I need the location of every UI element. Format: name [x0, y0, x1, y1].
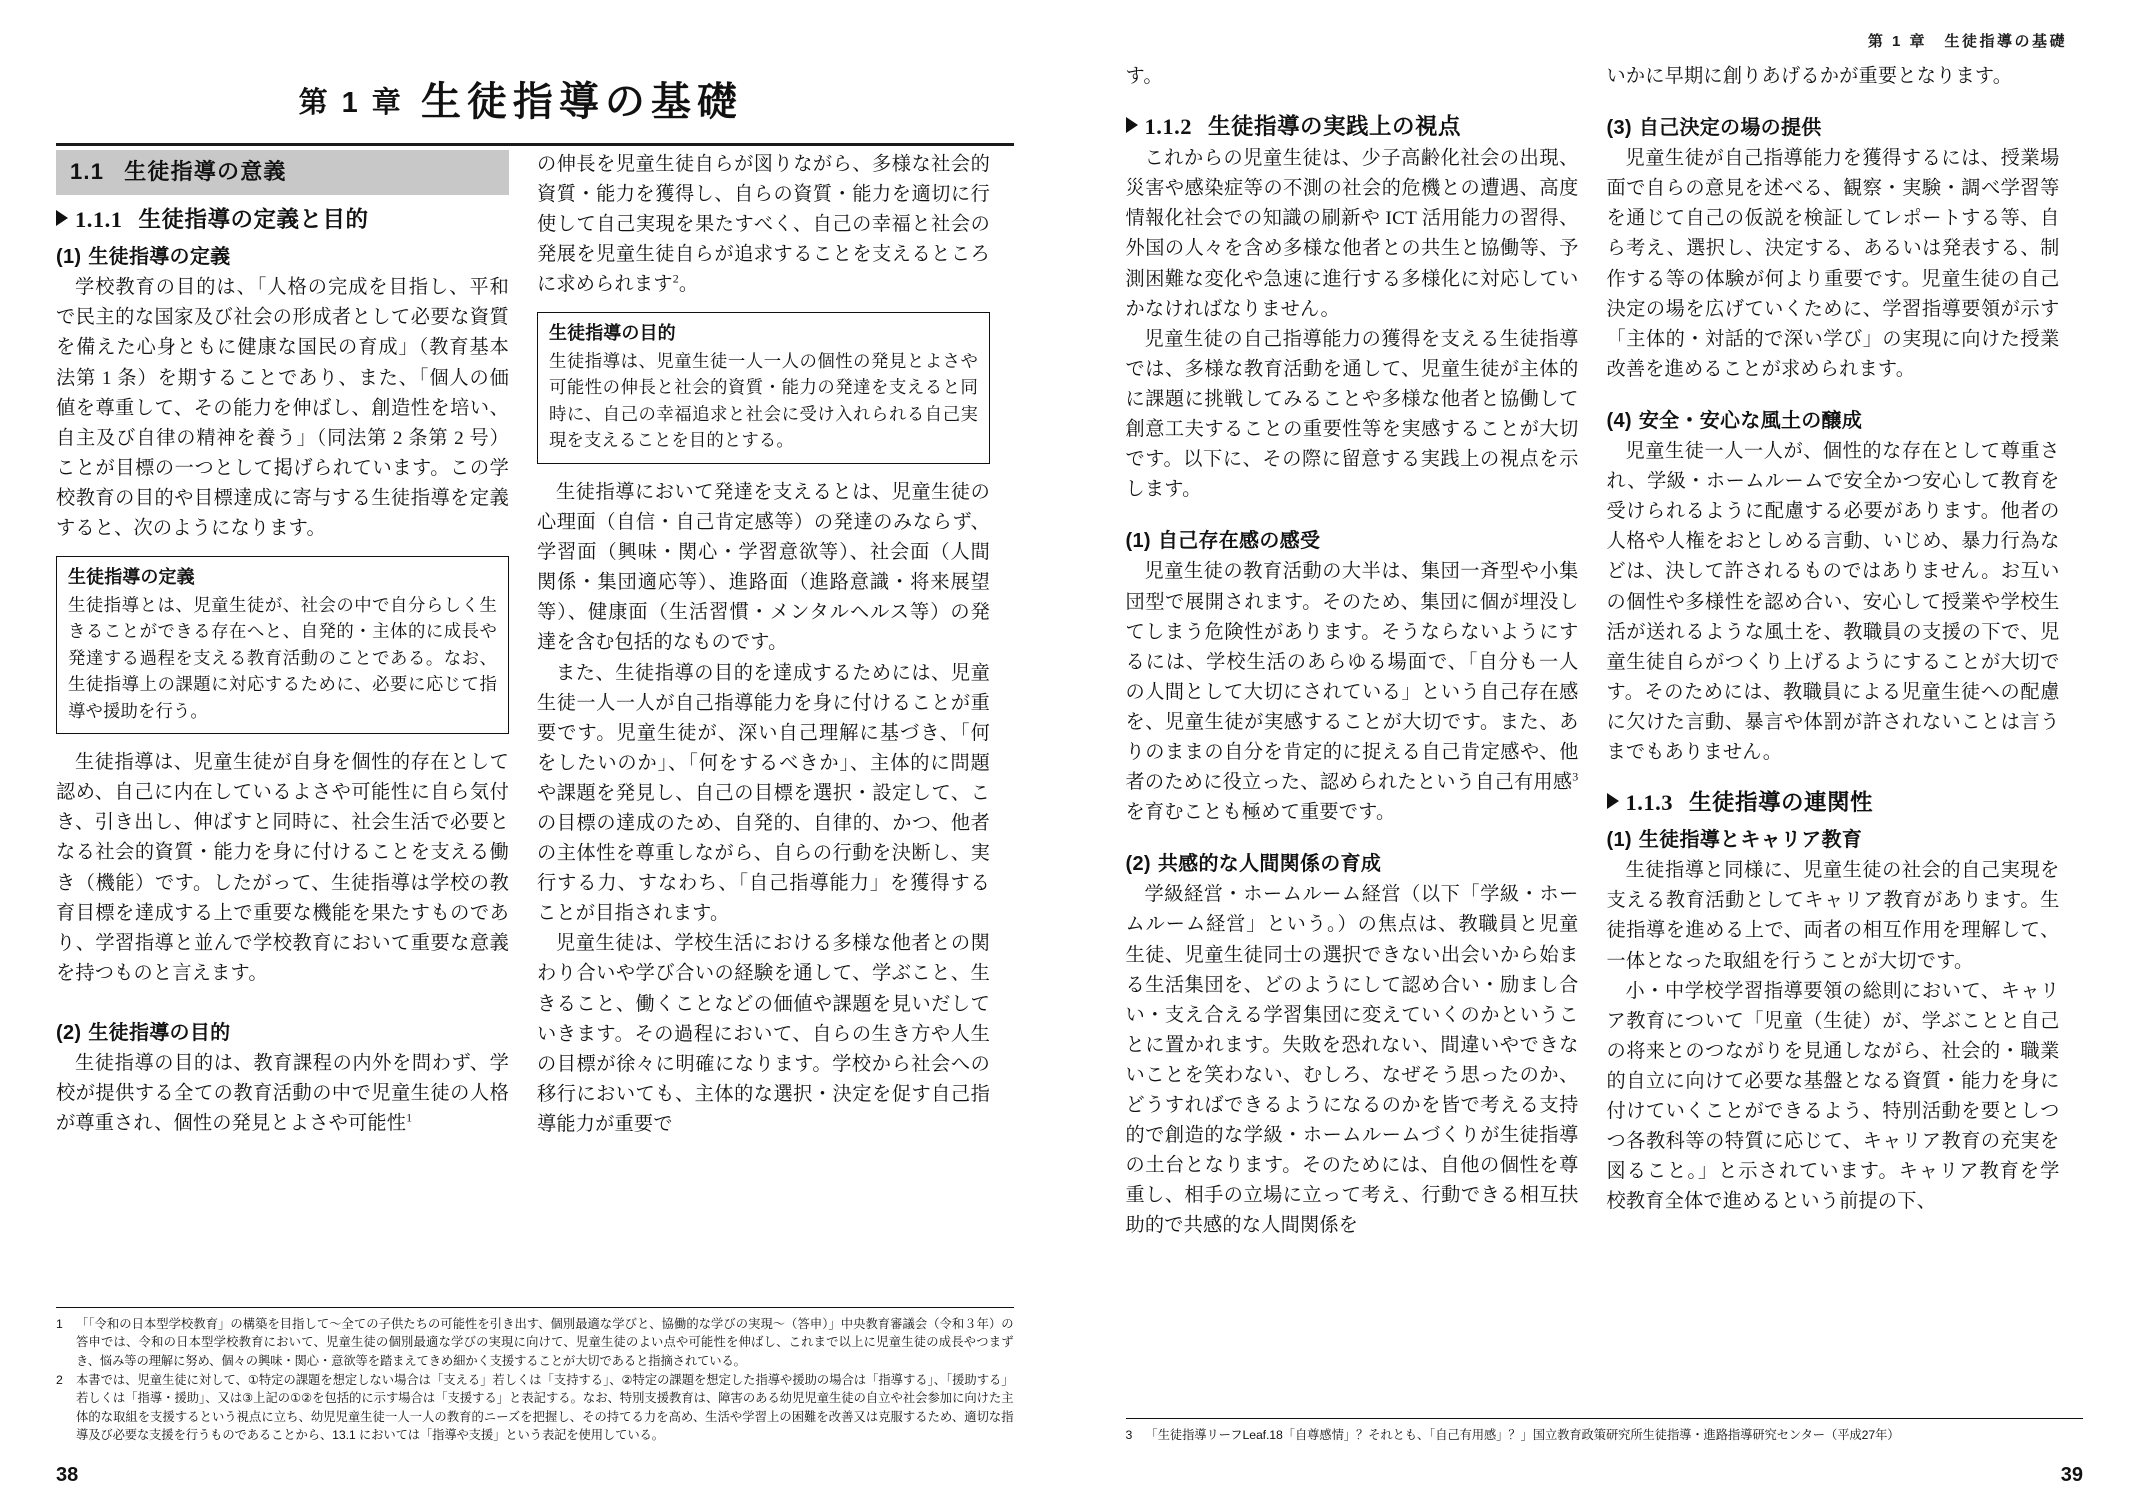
- spacer: [1607, 768, 2060, 782]
- paragraph-9-text-b: を育むことも極めて重要です。: [1125, 802, 1396, 824]
- paragraph-4: 生徒指導において発達を支えるとは、児童生徒の心理面（自信・自己肯定感等）の発達のみならず、学習面（興味・関心・学習意欲等）、社会面（人間関係・集団適応等）、進路面（進路意識・将来展望等）、健康面（生活習慣・メンタルヘルス等）の発達を含む包括的なものです。: [537, 481, 990, 654]
- heading-1-1-2-number: 1.1.2: [1144, 114, 1192, 140]
- footnote-item: [56, 1315, 1014, 1371]
- callout-definition: [56, 556, 509, 734]
- spacer: [1126, 505, 1579, 519]
- section-label: 生徒指導の意義: [124, 159, 287, 184]
- heading-1-1-1-number: 1.1.1: [75, 207, 123, 233]
- paragraph-10: 学級経営・ホームルーム経営（以下「学級・ホームルーム経営」という。）の焦点は、教職員と児童生徒、児童生徒同士の選択できない出会いから始まる生活集団を、どのようにして認め合い・励まし合い・支え合える学習集団に変えていくのかということに置かれます。失敗を恐れない、間違いやできないことを笑わない、むしろ、なぜそう思ったのか、どうすればできるようになるのかを皆で考える支持的で創造的な学級・ホームルームづくりが生徒指導の土台となります。そのためには、自他の個性を尊重し、相手の立場に立って考え、行動できる相互扶助的で共感的な人間関係を: [1125, 884, 1579, 1237]
- paragraph-6-continued: す。: [1125, 66, 1163, 87]
- heading-purpose-2-number: (2): [56, 1021, 82, 1044]
- paragraph-3-part-b: [537, 150, 990, 300]
- heading-empathy-2: [1126, 849, 1579, 879]
- paragraph-9: [1126, 557, 1579, 828]
- chapter-name: 生徒指導の基礎: [420, 80, 743, 124]
- left-footnotes: [56, 1307, 1014, 1445]
- paragraph-13: 生徒指導と同様に、児童生徒の社会的自己実現を支える教育活動としてキャリア教育があります。生徒指導を進める上で、両者の相互作用を理解して、一体となった取組を行うことが大切です。: [1606, 860, 2060, 972]
- heading-purpose-2: [56, 1018, 509, 1048]
- column-3: [1126, 62, 1579, 1389]
- heading-career-1-number: (1): [1606, 829, 1632, 852]
- footnote-rule: [1126, 1418, 2084, 1419]
- heading-1-1-3-number: 1.1.3: [1625, 790, 1673, 816]
- paragraph-8: 児童生徒の自己指導能力の獲得を支える生徒指導では、多様な教育活動を通して、児童生徒が主体的に課題に挑戦してみることや多様な他者と協働して創意工夫することの重要性等を実感することが大切です。以下に、その際に留意する実践上の視点を示します。: [1125, 328, 1579, 501]
- column-1: [56, 150, 509, 1389]
- footnote-ref-3: 3: [1572, 769, 1579, 784]
- heading-empathy-2-label: 共感的な人間関係の育成: [1157, 853, 1382, 876]
- triangle-bullet-icon: [1607, 793, 1619, 809]
- footnote-ref-2: 2: [672, 271, 679, 286]
- heading-1-1-3-label: 生徒指導の連関性: [1689, 790, 1874, 816]
- triangle-bullet-icon: [1126, 117, 1138, 133]
- heading-safety-4-label: 安全・安心な風土の醸成: [1638, 409, 1863, 432]
- callout-definition-body: 生徒指導とは、児童生徒が、社会の中で自分らしく生きることができる存在へと、自発的・主体的に成長や発達する過程を支える教育活動のことである。なお、生徒指導上の課題に対応するために、必要に応じて指導や援助を行う。: [68, 594, 497, 721]
- column-4: [1607, 62, 2060, 1389]
- left-page-columns: [56, 150, 1014, 1389]
- footnote-number: 1: [56, 1316, 63, 1331]
- right-page-columns: [1126, 62, 2084, 1389]
- heading-def-1-number: (1): [56, 246, 82, 269]
- heading-safety-4-number: (4): [1606, 409, 1632, 432]
- heading-self-decision-3-label: 自己決定の場の提供: [1638, 117, 1822, 140]
- folio-right: 39: [2060, 1464, 2083, 1486]
- heading-safety-4: [1607, 406, 2060, 436]
- spacer: [1607, 385, 2060, 399]
- heading-empathy-2-number: (2): [1125, 853, 1151, 876]
- spacer: [1126, 92, 1579, 106]
- callout-purpose-title: 生徒指導の目的: [549, 323, 676, 344]
- paragraph-3-text-b: の伸長を児童生徒自らが図りながら、多様な社会的資質・能力を獲得し、自らの資質・能力を適切に行使して自己実現を果たすべく、自己の幸福と社会の発展を児童生徒自らが追求することを支えるところに求められます: [537, 154, 990, 296]
- paragraph-7: これからの児童生徒は、少子高齢化社会の出現、災害や感染症等の不測の社会的危機との遭遇、高度情報化社会での知識の刷新や ICT 活用能力の習得、外国の人々を含め多様な他者との共生と協働等、予測困難な変化や急速に進行する多様化に対応していかなければなりません。: [1125, 148, 1579, 320]
- paragraph-14: 小・中学校学習指導要領の総則において、キャリア教育について「児童（生徒）が、学ぶことと自己の将来とのつながりを見通しながら、社会的・職業的自立に向けて必要な基盤となる資質・能力を身に付けていくことができるよう、特別活動を要としつつ各教科等の特質に応じて、キャリア教育の充実を図ること。」と示されています。キャリア教育を学校教育全体で進めるという前提の下、: [1606, 980, 2060, 1213]
- callout-purpose: [537, 312, 990, 464]
- footnote-item: [1126, 1426, 2084, 1445]
- paragraph-2: 生徒指導は、児童生徒が自身を個性的存在として認め、自己に内在しているよさや可能性に自ら気付き、引き出し、伸ばすと同時に、社会生活で必要となる社会的資質・能力を身に付けることを支える働き（機能）です。したがって、生徒指導は学校の教育目標を達成する上で重要な機能を果たすものであり、学習指導と並んで学校教育において重要な意義を持つものと言えます。: [56, 752, 509, 984]
- chapter-title-block: [56, 70, 1014, 146]
- paragraph-11: 児童生徒が自己指導能力を獲得するには、授業場面で自らの意見を述べる、観察・実験・調べ学習等を通じて自己の仮説を検証してレポートする等、自ら考え、選択し、決定する、あるいは発表する、制作する等の体験が何より重要です。児童生徒の自己決定の場を広げていくために、学習指導要領が示す「主体的・対話的で深い学び」の実現に向けた授業改善を進めることが求められます。: [1606, 148, 2060, 380]
- chapter-number: 第 1 章: [298, 87, 404, 119]
- paragraph-3-text-c: 。: [678, 274, 699, 296]
- heading-self-decision-3-number: (3): [1606, 117, 1632, 140]
- footnote-number: 3: [1125, 1428, 1133, 1443]
- paragraph-9-text-a: 児童生徒の教育活動の大半は、集団一斉型や小集団型で展開されます。そのため、集団に個が埋没してしまう危険性があります。そうならないようにするには、学校生活のあらゆる場面で、「自分も一人の人間として大切にされている」という自己存在感を、児童生徒が実感することが大切です。また、ありのままの自分を肯定的に捉える自己肯定感や、他者のために役立った、認められたという自己有用感: [1125, 561, 1579, 794]
- callout-definition-title: 生徒指導の定義: [68, 567, 195, 588]
- running-head: 第 1 章 生徒指導の基礎: [1867, 33, 2067, 50]
- footnote-number: 2: [56, 1372, 63, 1387]
- paragraph-10-continued: いかに早期に創りあげるかが重要となります。: [1606, 66, 2013, 87]
- paragraph-3-text-a: 生徒指導の目的は、教育課程の内外を問わず、学校が提供する全ての教育活動の中で児童生徒の人格が尊重され、個性の発見とよさや可能性: [56, 1052, 509, 1135]
- section-band: [56, 150, 509, 195]
- footnote-text: 「生徒指導リーフLeaf.18「自尊感情」？それとも、「自己有用感」？」国立教育政策研究所生徒指導・進路指導研究センター（平成27年）: [1145, 1428, 1900, 1443]
- heading-existence-1: [1126, 526, 1579, 556]
- heading-existence-1-number: (1): [1125, 530, 1151, 553]
- paragraph-5: また、生徒指導の目的を達成するためには、児童生徒一人一人が自己指導能力を身に付けることが重要です。児童生徒が、深い自己理解に基づき、「何をしたいのか」、「何をするべきか」、主体的に問題や課題を発見し、自己の目標を選択・設定して、この目標の達成のため、自発的、自律的、かつ、他者の主体性を尊重しながら、自らの行動を決断し、実行する力、すなわち、「自己指導能力」を獲得することが目指されます。: [537, 662, 990, 925]
- spacer: [1126, 828, 1579, 842]
- heading-1-1-2: [1126, 112, 1579, 142]
- right-page: [1070, 0, 2139, 1509]
- paragraph-3-part-a: [56, 1049, 509, 1139]
- callout-purpose-body: 生徒指導は、児童生徒一人一人の個性の発見とよさや可能性の伸長と社会的資質・能力の発達を支えると同時に、自己の幸福追求と社会に受け入れられる自己実現を支えることを目的とする。: [549, 350, 978, 451]
- footnote-text: 「「令和の日本型学校教育」の構築を目指して～全ての子供たちの可能性を引き出す、個別最適な学びと、協働的な学びの実現～（答申）」中央教育審議会（令和３年）の答申では、令和の日本型学校教育において、児童生徒の個別最適な学びの実現に向けて、児童生徒のよい点や可能性を伸ばし、これまで以上に児童生徒の成長やつまずき、悩み等の理解に努め、個々の興味・関心・意欲等を踏まえてきめ細かく支援することが大切であると指摘されている。: [76, 1316, 1014, 1369]
- heading-def-1: [56, 242, 509, 272]
- heading-self-decision-3: [1607, 113, 2060, 143]
- spacer: [56, 989, 509, 1011]
- heading-def-1-label: 生徒指導の定義: [88, 246, 231, 269]
- triangle-bullet-icon: [56, 210, 68, 226]
- heading-career-1-label: 生徒指導とキャリア教育: [1638, 829, 1863, 852]
- heading-1-1-1: [56, 205, 509, 235]
- footnote-rule: [56, 1307, 1014, 1308]
- heading-1-1-3: [1607, 788, 2060, 818]
- chapter-rule: [56, 143, 1014, 146]
- paragraph-1: 学校教育の目的は、「人格の完成を目指し、平和で民主的な国家及び社会の形成者として必要な資質を備えた心身ともに健康な国民の育成」（教育基本法第 1 条）を期することであり、また、「個人の価値を尊重して、その能力を伸ばし、創造性を培い、自主及び自律の精神を養う」（同法第 2 条第 2 号）ことが目標の一つとして掲げられています。この学校教育の目的や目標達成に寄与する生徒指導を定義すると、次のようになります。: [56, 277, 509, 540]
- folio-left: 38: [56, 1464, 79, 1486]
- column-2: [537, 150, 990, 1389]
- footnote-ref-1: 1: [406, 1110, 413, 1125]
- heading-purpose-2-label: 生徒指導の目的: [88, 1021, 231, 1044]
- heading-career-1: [1607, 825, 2060, 855]
- spacer: [1607, 92, 2060, 106]
- section-number: 1.1: [70, 159, 105, 184]
- heading-existence-1-label: 自己存在感の感受: [1157, 530, 1321, 553]
- heading-1-1-2-label: 生徒指導の実践上の視点: [1208, 114, 1462, 140]
- footnote-item: [56, 1371, 1014, 1445]
- right-footnotes: [1126, 1418, 2084, 1445]
- paragraph-12: 児童生徒一人一人が、個性的な存在として尊重され、学級・ホームルームで安全かつ安心して教育を受けられるように配慮する必要があります。他者の人格や人権をおとしめる言動、いじめ、暴力行為などは、決して許されるものではありません。お互いの個性や多様性を認め合い、安心して授業や学校生活が送れるような風土を、教職員の支援の下で、児童生徒自らがつくり上げるようにすることが大切です。そのためには、教職員による児童生徒への配慮に欠けた言動、暴言や体罰が許されないことは言うまでもありません。: [1606, 441, 2060, 763]
- chapter-title: [56, 70, 1014, 141]
- footnote-text: 本書では、児童生徒に対して、①特定の課題を想定しない場合は「支える」若しくは「支持する」、②特定の課題を想定した指導や援助の場合は「指導する」、「援助する」若しくは「指導・援助」、又は③上記の①②を包括的に示す場合は「支援する」と表記する。なお、特別支援教育は、障害のある幼児児童生徒の自立や社会参加に向けた主体的な取組を支援するという視点に立ち、幼児児童生徒一人一人の教育的ニーズを把握し、その持てる力を高め、生活や学習上の困難を改善又は克服するため、適切な指導及び必要な支援を行うものであることから、13.1 においては「指導や支援」という表記を使用している。: [76, 1372, 1014, 1443]
- paragraph-6: 児童生徒は、学校生活における多様な他者との関わり合いや学び合いの経験を通して、学ぶこと、生きること、働くことなどの価値や課題を見いだしていきます。その過程において、自らの生き方や人生の目標が徐々に明確になります。学校から社会への移行においても、主体的な選択・決定を促す自己指導能力が重要で: [537, 933, 990, 1135]
- heading-1-1-1-label: 生徒指導の定義と目的: [138, 207, 369, 233]
